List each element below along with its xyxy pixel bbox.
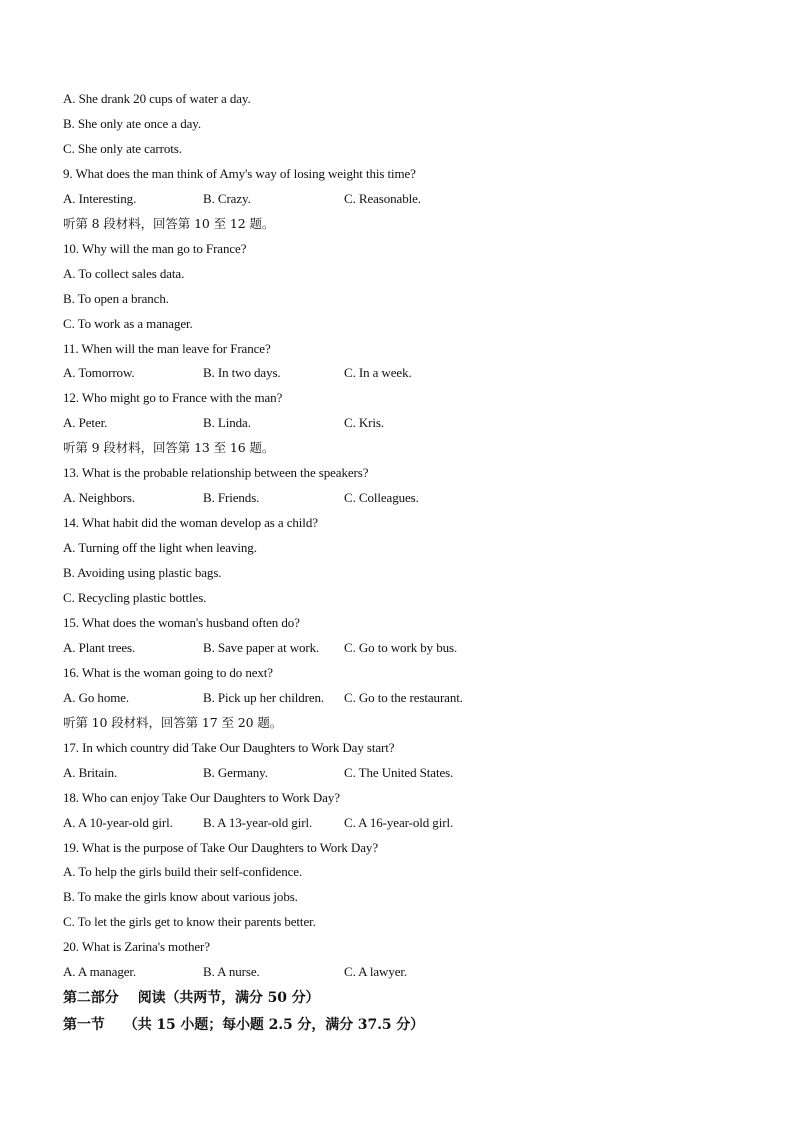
option-b: B. Pick up her children. <box>203 689 325 705</box>
question-stem: 10. Why will the man go to France? <box>63 240 247 256</box>
option-b: B. Linda. <box>203 415 251 431</box>
question-stem: 18. Who can enjoy Take Our Daughters to Work Day? <box>63 789 340 805</box>
option-b: B. Germany. <box>203 764 268 780</box>
option-c: C. Kris. <box>344 415 385 431</box>
option-b: B. Friends. <box>203 490 260 506</box>
option-c: C. A lawyer. <box>344 964 408 980</box>
section-heading: 第二部分 阅读（共两节，满分 50 分） <box>63 990 320 1007</box>
listening-instruction: 听第 10 段材料，回答第 17 至 20 题。 <box>63 714 283 730</box>
option-a: A. Neighbors. <box>63 490 135 506</box>
option-b: B. A 13-year-old girl. <box>203 814 313 830</box>
question-stem: 16. What is the woman going to do next? <box>63 664 273 680</box>
answer-option: A. Turning off the light when leaving. <box>63 540 257 556</box>
option-b: B. Save paper at work. <box>203 639 320 655</box>
option-c: C. Reasonable. <box>344 190 421 206</box>
option-a: A. Plant trees. <box>63 639 136 655</box>
question-stem: 17. In which country did Take Our Daughters to Work Day start? <box>63 739 395 755</box>
question-stem: 15. What does the woman's husband often do? <box>63 614 300 630</box>
answer-option: A. To collect sales data. <box>63 265 185 281</box>
question-stem: 11. When will the man leave for France? <box>63 340 271 356</box>
answer-option: C. She only ate carrots. <box>63 140 182 156</box>
answer-option: A. To help the girls build their self-confidence. <box>63 864 303 880</box>
option-b: B. A nurse. <box>203 964 260 980</box>
option-c: C. Go to the restaurant. <box>344 689 463 705</box>
option-a: A. Go home. <box>63 689 130 705</box>
option-a: A. A manager. <box>63 964 137 980</box>
option-a: A. Tomorrow. <box>63 365 135 381</box>
answer-option: C. To work as a manager. <box>63 315 193 331</box>
question-stem: 14. What habit did the woman develop as a child? <box>63 515 318 531</box>
question-stem: 19. What is the purpose of Take Our Daughters to Work Day? <box>63 839 379 855</box>
answer-option: B. She only ate once a day. <box>63 116 201 131</box>
option-b: B. Crazy. <box>203 190 251 206</box>
option-a: A. Peter. <box>63 415 108 431</box>
option-c: C. Colleagues. <box>344 490 419 506</box>
answer-option: B. To open a branch. <box>63 290 169 306</box>
question-stem: 12. Who might go to France with the man? <box>63 390 283 406</box>
answer-option: A. She drank 20 cups of water a day. <box>63 91 251 106</box>
option-a: A. Interesting. <box>63 190 137 206</box>
listening-instruction: 听第 8 段材料，回答第 10 至 12 题。 <box>63 215 275 231</box>
listening-instruction: 听第 9 段材料，回答第 13 至 16 题。 <box>63 440 275 456</box>
question-stem: 9. What does the man think of Amy's way of losing weight this time? <box>63 165 416 181</box>
answer-option: B. Avoiding using plastic bags. <box>63 565 222 580</box>
section-heading: 第一节 （共 15 小题；每小题 2.5 分，满分 37.5 分） <box>63 1017 425 1034</box>
option-b: B. In two days. <box>203 365 281 381</box>
option-c: C. Go to work by bus. <box>344 639 458 655</box>
answer-option: B. To make the girls know about various jobs. <box>63 889 298 905</box>
question-stem: 20. What is Zarina's mother? <box>63 939 210 955</box>
answer-option: C. Recycling plastic bottles. <box>63 590 207 605</box>
answer-option: C. To let the girls get to know their parents better. <box>63 914 316 930</box>
option-c: C. The United States. <box>344 764 454 780</box>
option-a: A. Britain. <box>63 764 118 780</box>
option-a: A. A 10-year-old girl. <box>63 814 173 830</box>
option-c: C. In a week. <box>344 365 412 381</box>
option-c: C. A 16-year-old girl. <box>344 814 454 830</box>
question-stem: 13. What is the probable relationship between the speakers? <box>63 465 369 481</box>
